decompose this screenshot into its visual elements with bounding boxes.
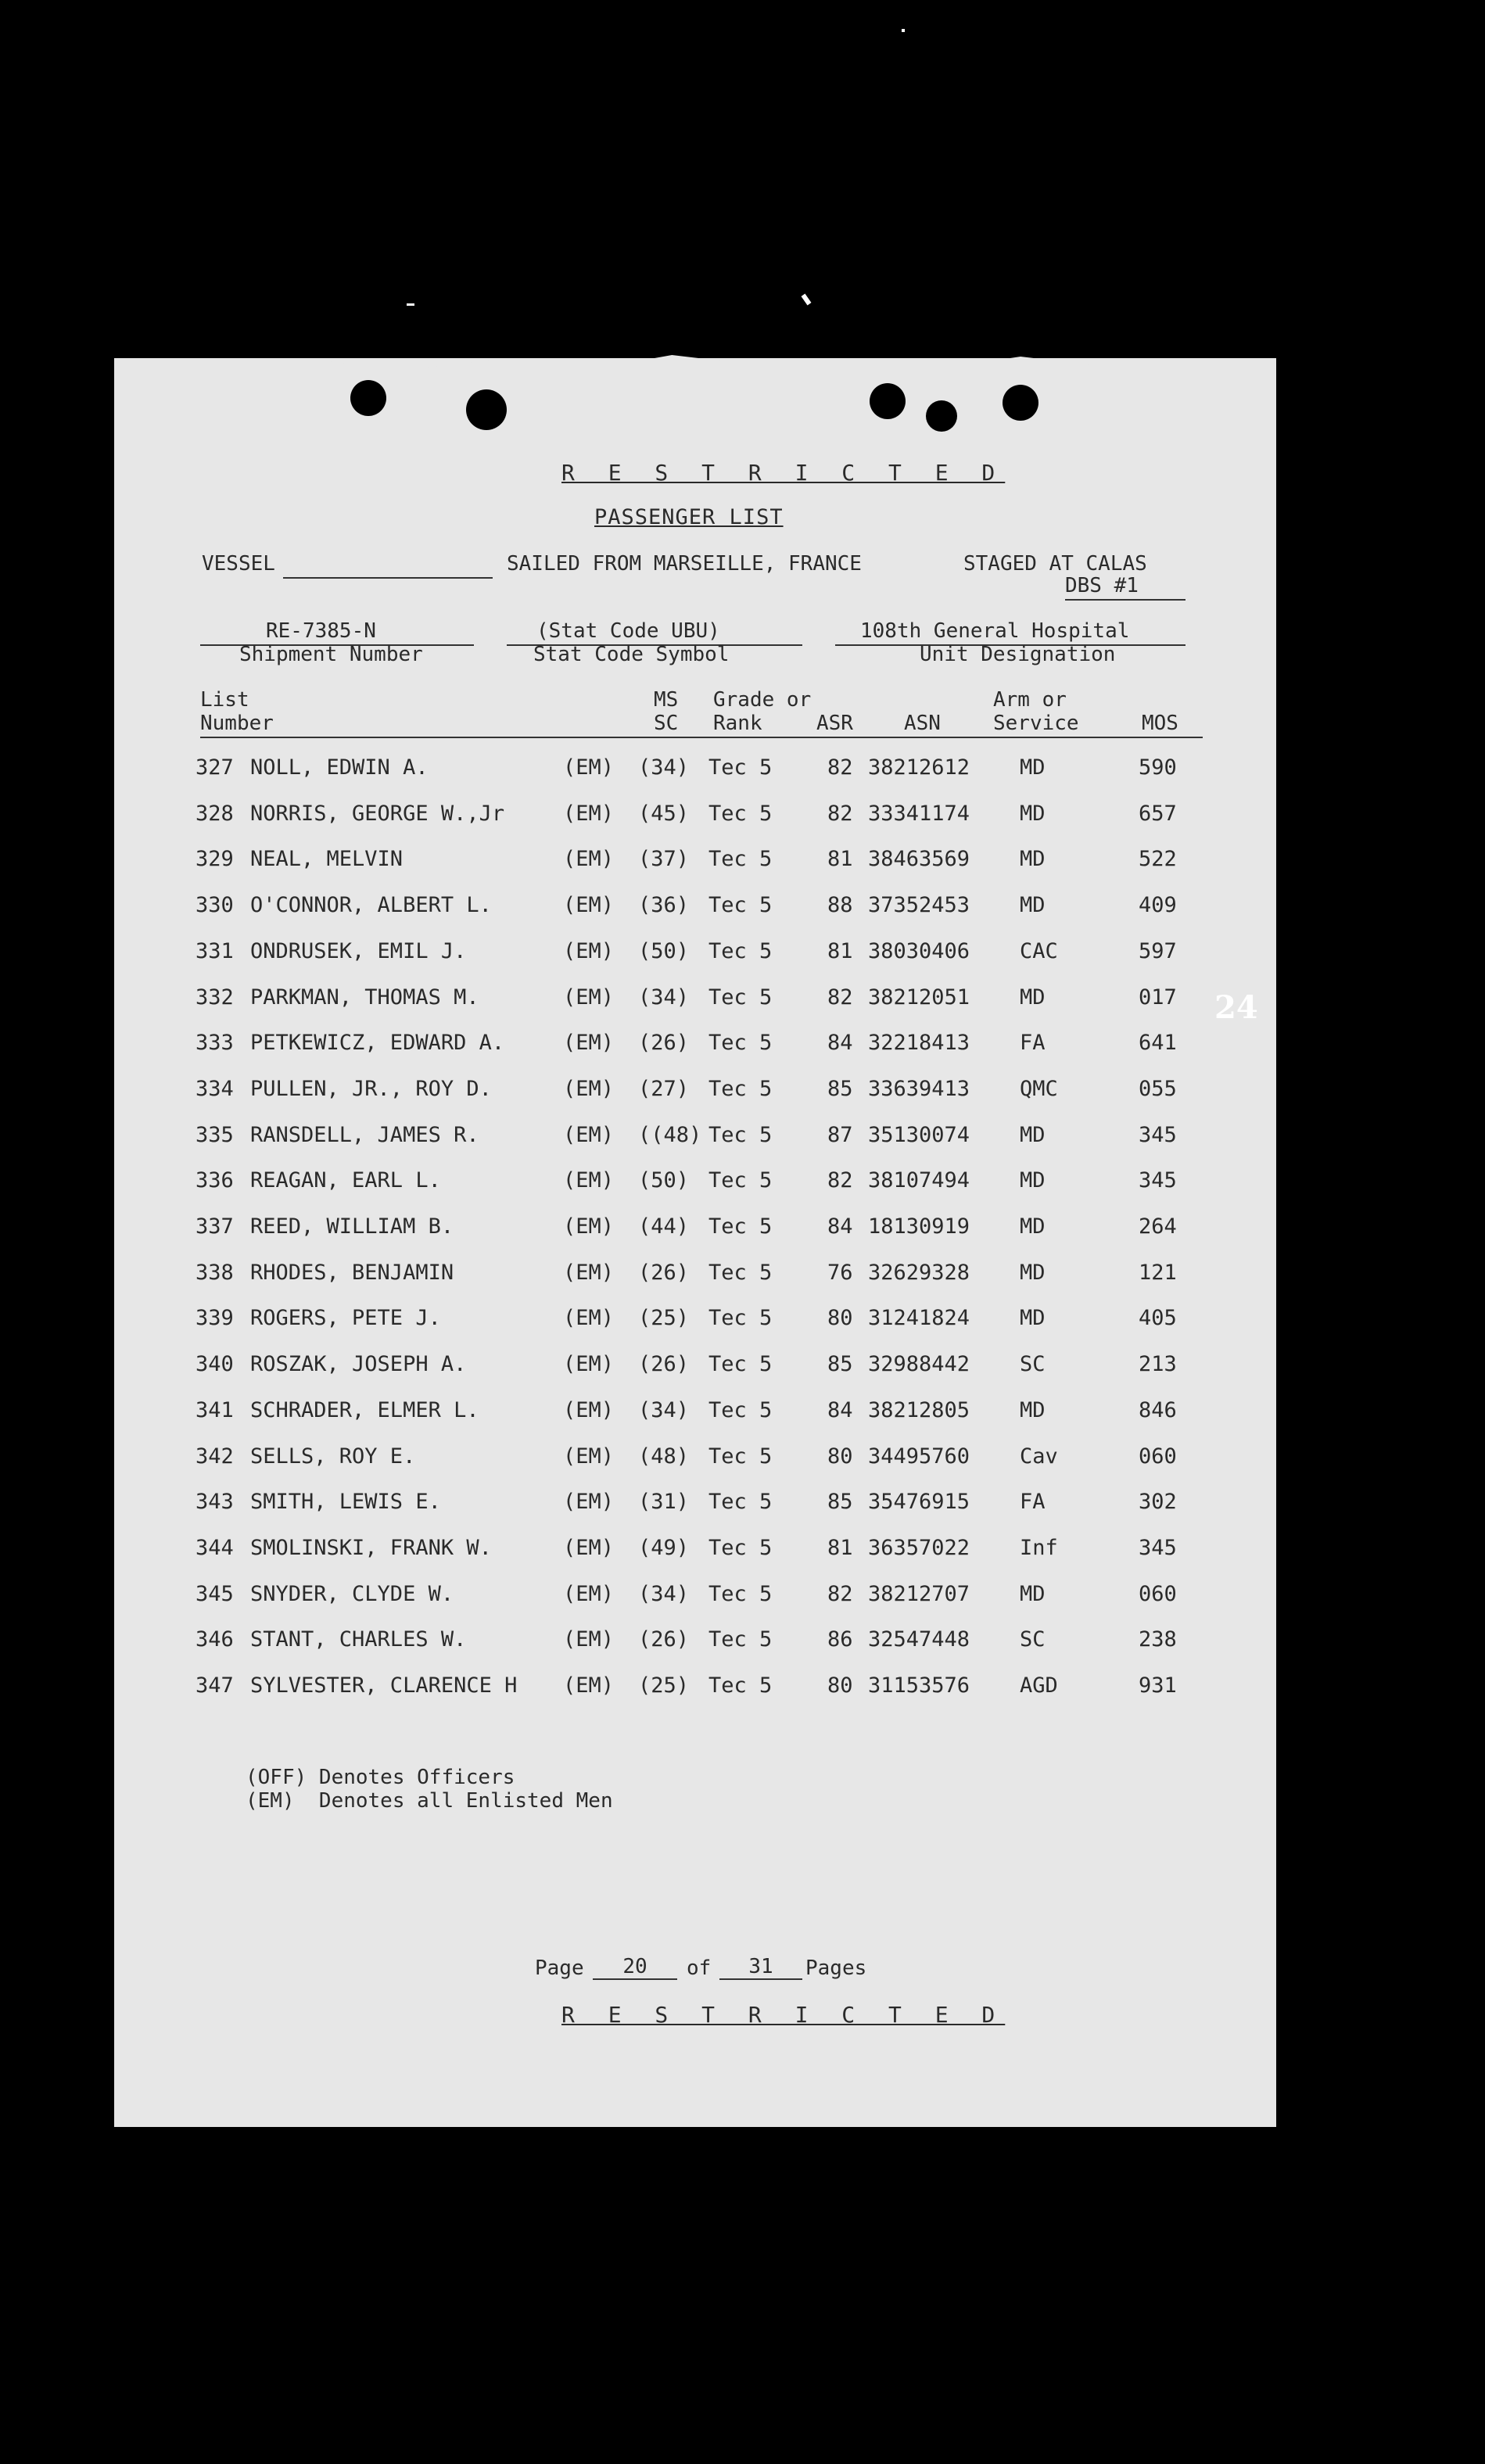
row-mos: 345 <box>1139 1535 1177 1560</box>
row-grade: Tec 5 <box>708 1444 773 1469</box>
row-name: NEAL, MELVIN <box>250 847 404 872</box>
row-mos: 121 <box>1139 1260 1177 1285</box>
row-asr: 82 <box>827 801 853 826</box>
row-asr: 82 <box>827 1168 853 1193</box>
row-class: (EM) <box>563 1490 615 1515</box>
row-list-number: 334 <box>195 1076 234 1101</box>
row-grade: Tec 5 <box>708 938 773 963</box>
row-grade: Tec 5 <box>708 1490 773 1515</box>
row-class: (EM) <box>563 1627 615 1652</box>
row-list-number: 339 <box>195 1306 234 1331</box>
row-ms: (25) <box>638 1306 690 1331</box>
punch-hole <box>466 389 507 430</box>
row-class: (EM) <box>563 801 615 826</box>
row-mos: 264 <box>1139 1214 1177 1239</box>
row-ms: (36) <box>638 893 690 918</box>
table-row <box>195 1352 1212 1383</box>
row-class: (EM) <box>563 1444 615 1469</box>
table-row <box>195 1077 1212 1108</box>
row-mos: 597 <box>1139 938 1177 963</box>
row-ms: (48) <box>638 1444 690 1469</box>
staged-underline <box>1065 599 1185 601</box>
row-arm: MD <box>1020 985 1046 1010</box>
row-arm: MD <box>1020 1168 1046 1193</box>
row-list-number: 344 <box>195 1535 234 1560</box>
row-name: SYLVESTER, CLARENCE H <box>250 1673 518 1698</box>
row-mos: 409 <box>1139 893 1177 918</box>
table-row <box>195 1627 1212 1659</box>
row-mos: 238 <box>1139 1627 1177 1652</box>
row-grade: Tec 5 <box>708 1076 773 1101</box>
row-asr: 85 <box>827 1490 853 1515</box>
row-ms: (26) <box>638 1031 690 1056</box>
row-ms: (34) <box>638 755 690 780</box>
col-header-ms: MS <box>654 688 679 712</box>
row-grade: Tec 5 <box>708 1397 773 1422</box>
row-asn: 38030406 <box>868 938 970 963</box>
row-asr: 80 <box>827 1444 853 1469</box>
scan-speck <box>407 303 414 306</box>
row-mos: 060 <box>1139 1444 1177 1469</box>
row-asn: 38107494 <box>868 1168 970 1193</box>
table-row <box>195 755 1212 787</box>
row-grade: Tec 5 <box>708 1260 773 1285</box>
table-row <box>195 1214 1212 1246</box>
row-arm: MD <box>1020 1122 1046 1147</box>
row-name: RHODES, BENJAMIN <box>250 1260 454 1285</box>
row-asr: 87 <box>827 1122 853 1147</box>
table-row <box>195 1490 1212 1521</box>
table-row <box>195 1444 1212 1476</box>
page-number: 20 <box>593 1955 677 1980</box>
row-class: (EM) <box>563 893 615 918</box>
row-grade: Tec 5 <box>708 1306 773 1331</box>
row-ms: (26) <box>638 1260 690 1285</box>
row-name: ROGERS, PETE J. <box>250 1306 441 1331</box>
row-asn: 33341174 <box>868 801 970 826</box>
row-asn: 35130074 <box>868 1122 970 1147</box>
col-header-sc: SC <box>654 712 679 735</box>
staged-at: STAGED AT CALAS <box>963 552 1147 576</box>
row-name: SMITH, LEWIS E. <box>250 1490 441 1515</box>
col-header-mos: MOS <box>1142 712 1178 735</box>
punch-hole <box>870 383 906 419</box>
row-class: (EM) <box>563 1306 615 1331</box>
row-mos: 302 <box>1139 1490 1177 1515</box>
row-asr: 85 <box>827 1076 853 1101</box>
row-grade: Tec 5 <box>708 1535 773 1560</box>
row-list-number: 331 <box>195 938 234 963</box>
sailed-from: SAILED FROM MARSEILLE, FRANCE <box>507 552 862 576</box>
row-name: REAGAN, EARL L. <box>250 1168 441 1193</box>
row-class: (EM) <box>563 1352 615 1377</box>
row-asr: 81 <box>827 1535 853 1560</box>
row-name: PULLEN, JR., ROY D. <box>250 1076 492 1101</box>
shipment-number-label: Shipment Number <box>239 643 423 666</box>
row-ms: (45) <box>638 801 690 826</box>
row-grade: Tec 5 <box>708 755 773 780</box>
row-list-number: 336 <box>195 1168 234 1193</box>
table-row <box>195 1398 1212 1429</box>
row-class: (EM) <box>563 938 615 963</box>
row-name: O'CONNOR, ALBERT L. <box>250 893 492 918</box>
row-asn: 31153576 <box>868 1673 970 1698</box>
row-mos: 522 <box>1139 847 1177 872</box>
row-arm: MD <box>1020 847 1046 872</box>
row-name: STANT, CHARLES W. <box>250 1627 467 1652</box>
vessel-blank-line <box>283 577 493 579</box>
row-asr: 81 <box>827 847 853 872</box>
row-class: (EM) <box>563 1673 615 1698</box>
table-row <box>195 802 1212 833</box>
staged-at-line2: DBS #1 <box>1065 574 1139 597</box>
row-list-number: 337 <box>195 1214 234 1239</box>
row-mos: 345 <box>1139 1122 1177 1147</box>
row-asr: 84 <box>827 1214 853 1239</box>
page-total: 31 <box>719 1955 802 1980</box>
row-asn: 32629328 <box>868 1260 970 1285</box>
row-grade: Tec 5 <box>708 1031 773 1056</box>
punch-hole <box>926 400 957 432</box>
row-ms: (50) <box>638 938 690 963</box>
row-class: (EM) <box>563 1214 615 1239</box>
row-asr: 82 <box>827 755 853 780</box>
row-arm: FA <box>1020 1031 1046 1056</box>
row-ms: (49) <box>638 1535 690 1560</box>
legend-officers: (OFF) Denotes Officers <box>246 1766 515 1789</box>
row-list-number: 338 <box>195 1260 234 1285</box>
row-grade: Tec 5 <box>708 893 773 918</box>
page-stamp-number: 24 <box>1214 989 1258 1026</box>
row-asn: 33639413 <box>868 1076 970 1101</box>
row-list-number: 346 <box>195 1627 234 1652</box>
row-grade: Tec 5 <box>708 1673 773 1698</box>
punch-hole <box>350 380 386 416</box>
row-asr: 84 <box>827 1397 853 1422</box>
row-class: (EM) <box>563 985 615 1010</box>
row-name: SELLS, ROY E. <box>250 1444 416 1469</box>
row-asr: 82 <box>827 1581 853 1606</box>
row-list-number: 332 <box>195 985 234 1010</box>
row-class: (EM) <box>563 1397 615 1422</box>
row-grade: Tec 5 <box>708 1122 773 1147</box>
row-ms: (34) <box>638 985 690 1010</box>
row-ms: (34) <box>638 1397 690 1422</box>
row-asn: 38212707 <box>868 1581 970 1606</box>
row-list-number: 330 <box>195 893 234 918</box>
row-list-number: 328 <box>195 801 234 826</box>
row-grade: Tec 5 <box>708 1168 773 1193</box>
row-class: (EM) <box>563 1031 615 1056</box>
row-mos: 213 <box>1139 1352 1177 1377</box>
row-class: (EM) <box>563 1168 615 1193</box>
table-row <box>195 893 1212 924</box>
table-row <box>195 1306 1212 1337</box>
row-mos: 931 <box>1139 1673 1177 1698</box>
row-class: (EM) <box>563 1260 615 1285</box>
row-asr: 81 <box>827 938 853 963</box>
table-row <box>195 939 1212 970</box>
row-mos: 055 <box>1139 1076 1177 1101</box>
row-arm: SC <box>1020 1352 1046 1377</box>
row-asn: 37352453 <box>868 893 970 918</box>
row-ms: (50) <box>638 1168 690 1193</box>
row-asn: 38212805 <box>868 1397 970 1422</box>
page-word: Page <box>535 1956 584 1980</box>
row-asn: 38463569 <box>868 847 970 872</box>
row-mos: 017 <box>1139 985 1177 1010</box>
row-asr: 80 <box>827 1673 853 1698</box>
row-arm: MD <box>1020 755 1046 780</box>
row-asn: 34495760 <box>868 1444 970 1469</box>
row-list-number: 327 <box>195 755 234 780</box>
shipment-number: RE-7385-N <box>266 619 376 643</box>
col-header-number: Number <box>200 712 274 735</box>
stat-code-label: Stat Code Symbol <box>533 643 730 666</box>
col-header-grade: Grade or <box>713 688 812 712</box>
row-grade: Tec 5 <box>708 1581 773 1606</box>
restricted-footer: R E S T R I C T E D <box>561 2002 1006 2028</box>
row-arm: MD <box>1020 801 1046 826</box>
row-arm: AGD <box>1020 1673 1058 1698</box>
row-grade: Tec 5 <box>708 1627 773 1652</box>
table-row <box>195 1123 1212 1154</box>
col-header-asr: ASR <box>816 712 853 735</box>
row-name: PETKEWICZ, EDWARD A. <box>250 1031 505 1056</box>
row-ms: (34) <box>638 1581 690 1606</box>
table-row <box>195 985 1212 1017</box>
row-mos: 060 <box>1139 1581 1177 1606</box>
row-name: SCHRADER, ELMER L. <box>250 1397 479 1422</box>
vessel-label: VESSEL <box>202 552 275 576</box>
row-grade: Tec 5 <box>708 847 773 872</box>
row-list-number: 343 <box>195 1490 234 1515</box>
row-list-number: 329 <box>195 847 234 872</box>
row-asn: 35476915 <box>868 1490 970 1515</box>
row-arm: MD <box>1020 1260 1046 1285</box>
row-asn: 32988442 <box>868 1352 970 1377</box>
row-arm: QMC <box>1020 1076 1058 1101</box>
pages-word: Pages <box>805 1956 867 1980</box>
table-row <box>195 1582 1212 1613</box>
row-mos: 590 <box>1139 755 1177 780</box>
row-list-number: 333 <box>195 1031 234 1056</box>
row-name: SMOLINSKI, FRANK W. <box>250 1535 492 1560</box>
col-header-list: List <box>200 688 249 712</box>
unit-designation-label: Unit Designation <box>920 643 1116 666</box>
row-arm: MD <box>1020 1214 1046 1239</box>
row-ms: (26) <box>638 1352 690 1377</box>
row-class: (EM) <box>563 755 615 780</box>
col-header-asn: ASN <box>904 712 941 735</box>
row-arm: MD <box>1020 1397 1046 1422</box>
row-grade: Tec 5 <box>708 1214 773 1239</box>
row-arm: CAC <box>1020 938 1058 963</box>
row-asn: 32218413 <box>868 1031 970 1056</box>
scan-speck <box>902 29 905 32</box>
restricted-title: R E S T R I C T E D <box>561 460 1006 486</box>
row-mos: 345 <box>1139 1168 1177 1193</box>
col-header-arm: Arm or <box>993 688 1067 712</box>
row-asn: 38212612 <box>868 755 970 780</box>
row-list-number: 347 <box>195 1673 234 1698</box>
row-arm: MD <box>1020 1306 1046 1331</box>
row-arm: MD <box>1020 893 1046 918</box>
row-asr: 86 <box>827 1627 853 1652</box>
legend-enlisted: (EM) Denotes all Enlisted Men <box>246 1789 613 1813</box>
row-list-number: 335 <box>195 1122 234 1147</box>
passenger-list-title: PASSENGER LIST <box>594 505 784 529</box>
row-list-number: 345 <box>195 1581 234 1606</box>
row-mos: 657 <box>1139 801 1177 826</box>
row-ms: (37) <box>638 847 690 872</box>
table-row <box>195 1168 1212 1200</box>
row-asr: 80 <box>827 1306 853 1331</box>
table-row <box>195 1261 1212 1292</box>
row-name: PARKMAN, THOMAS M. <box>250 985 479 1010</box>
table-row <box>195 1536 1212 1567</box>
table-row <box>195 1673 1212 1705</box>
row-mos: 405 <box>1139 1306 1177 1331</box>
row-class: (EM) <box>563 1076 615 1101</box>
row-arm: SC <box>1020 1627 1046 1652</box>
row-ms: (44) <box>638 1214 690 1239</box>
row-ms: (27) <box>638 1076 690 1101</box>
punch-hole <box>1003 385 1038 421</box>
row-class: (EM) <box>563 1535 615 1560</box>
row-class: (EM) <box>563 1581 615 1606</box>
row-class: (EM) <box>563 1122 615 1147</box>
row-list-number: 340 <box>195 1352 234 1377</box>
row-list-number: 341 <box>195 1397 234 1422</box>
row-mos: 641 <box>1139 1031 1177 1056</box>
scan-speck <box>802 294 812 306</box>
row-list-number: 342 <box>195 1444 234 1469</box>
row-name: ONDRUSEK, EMIL J. <box>250 938 467 963</box>
row-asn: 36357022 <box>868 1535 970 1560</box>
row-name: ROSZAK, JOSEPH A. <box>250 1352 467 1377</box>
table-row <box>195 847 1212 878</box>
row-arm: Inf <box>1020 1535 1058 1560</box>
row-asn: 32547448 <box>868 1627 970 1652</box>
row-arm: MD <box>1020 1581 1046 1606</box>
row-arm: Cav <box>1020 1444 1058 1469</box>
row-asr: 82 <box>827 985 853 1010</box>
column-header-rule <box>200 737 1203 738</box>
row-ms: (26) <box>638 1627 690 1652</box>
of-word: of <box>687 1956 712 1980</box>
row-asr: 85 <box>827 1352 853 1377</box>
row-ms: ((48) <box>638 1122 702 1147</box>
row-class: (EM) <box>563 847 615 872</box>
col-header-rank: Rank <box>713 712 762 735</box>
row-asr: 76 <box>827 1260 853 1285</box>
row-grade: Tec 5 <box>708 985 773 1010</box>
row-ms: (31) <box>638 1490 690 1515</box>
row-asn: 18130919 <box>868 1214 970 1239</box>
row-asn: 31241824 <box>868 1306 970 1331</box>
row-asr: 84 <box>827 1031 853 1056</box>
row-name: NOLL, EDWIN A. <box>250 755 429 780</box>
row-name: SNYDER, CLYDE W. <box>250 1581 454 1606</box>
row-arm: FA <box>1020 1490 1046 1515</box>
row-name: RANSDELL, JAMES R. <box>250 1122 479 1147</box>
row-asn: 38212051 <box>868 985 970 1010</box>
col-header-service: Service <box>993 712 1079 735</box>
unit-designation: 108th General Hospital <box>860 619 1130 643</box>
row-ms: (25) <box>638 1673 690 1698</box>
stat-code: (Stat Code UBU) <box>536 619 720 643</box>
table-row <box>195 1031 1212 1062</box>
row-grade: Tec 5 <box>708 1352 773 1377</box>
row-name: NORRIS, GEORGE W.,Jr <box>250 801 505 826</box>
row-asr: 88 <box>827 893 853 918</box>
row-name: REED, WILLIAM B. <box>250 1214 454 1239</box>
row-mos: 846 <box>1139 1397 1177 1422</box>
row-grade: Tec 5 <box>708 801 773 826</box>
